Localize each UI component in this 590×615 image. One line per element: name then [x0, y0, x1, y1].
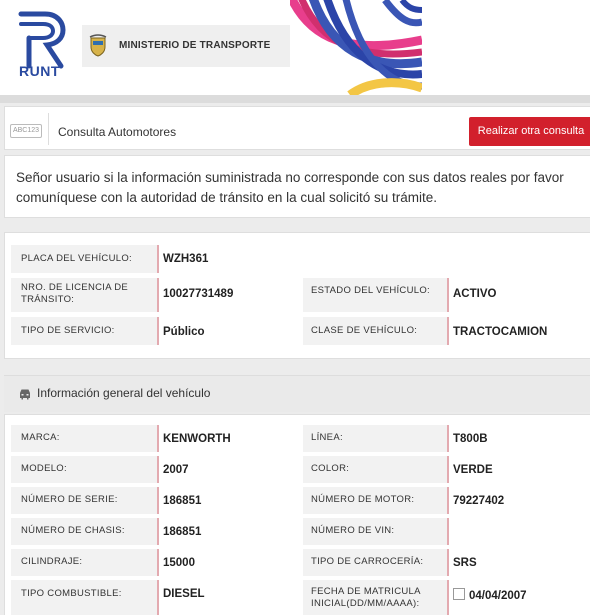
details-row-brand [11, 425, 590, 452]
ministry-name: MINISTERIO DE TRANSPORTE [119, 40, 271, 51]
status-value: ACTIVO [453, 288, 497, 300]
displacement-label: CILINDRAJE: [21, 556, 83, 567]
plate-value: WZH361 [163, 253, 209, 265]
site-header [0, 0, 590, 95]
serial-value: 186851 [163, 495, 202, 507]
vehicle-details-panel [4, 414, 590, 615]
section-title: Información general del vehículo [37, 386, 211, 400]
brand-value: KENWORTH [163, 433, 231, 445]
engine-number-value: 79227402 [453, 495, 505, 507]
details-row-model [11, 456, 590, 483]
chassis-label: NÚMERO DE CHASIS: [21, 525, 125, 536]
chassis-value: 186851 [163, 526, 202, 538]
notice-panel [4, 155, 590, 218]
calendar-icon [453, 588, 465, 600]
details-row-chassis [11, 518, 590, 545]
vehicle-summary-panel [4, 232, 590, 359]
registration-date-label: FECHA DE MATRICULA INICIAL(DD/MM/AAAA): [311, 586, 421, 609]
runt-logo-text: RUNT [19, 63, 60, 79]
line-value: T800B [453, 433, 488, 445]
fuel-type-label: TIPO COMBUSTIBLE: [21, 588, 122, 599]
color-label: COLOR: [311, 463, 350, 474]
registration-date [453, 588, 527, 602]
fuel-type-value: DIESEL [163, 588, 205, 600]
ministry-badge [82, 25, 292, 67]
header-divider [0, 95, 590, 103]
plate-label: PLACA DEL VEHÍCULO: [21, 253, 132, 264]
vehicle-info-section-header[interactable] [4, 375, 590, 412]
license-plate-icon: ABC123 [10, 124, 42, 138]
summary-row-plate [11, 245, 590, 273]
plate-value-cell [157, 245, 590, 273]
model-value: 2007 [163, 464, 189, 476]
service-type-label: TIPO DE SERVICIO: [21, 325, 115, 336]
details-row-serial [11, 487, 590, 514]
body-type-label: TIPO DE CARROCERÍA: [311, 556, 424, 567]
registration-date-value: 04/04/2007 [469, 590, 527, 602]
vin-value-cell [447, 518, 590, 545]
vin-label: NÚMERO DE VIN: [311, 525, 395, 536]
page-title: Consulta Automotores [58, 125, 177, 139]
line-label: LÍNEA: [311, 432, 343, 443]
body-type-value: SRS [453, 557, 477, 569]
displacement-value: 15000 [163, 557, 195, 569]
new-query-button[interactable]: Realizar otra consulta [469, 117, 590, 146]
color-value: VERDE [453, 464, 493, 476]
vehicle-class-value: TRACTOCAMION [453, 326, 548, 338]
details-row-fuel [11, 580, 590, 615]
service-type-value: Público [163, 326, 205, 338]
engine-number-label: NÚMERO DE MOTOR: [311, 494, 415, 505]
serial-label: NÚMERO DE SERIE: [21, 494, 118, 505]
notice-text: Señor usuario si la información suministrada no corresponde con sus datos reales por favor comuníquese con la autoridad de tránsito en la cual solicitó su trámite. [16, 170, 564, 205]
coat-of-arms-icon [88, 34, 108, 58]
details-row-displacement [11, 549, 590, 576]
summary-row-license [11, 278, 590, 312]
query-toolbar [4, 106, 590, 150]
vehicle-class-label: CLASE DE VEHÍCULO: [311, 325, 418, 336]
license-label: NRO. DE LICENCIA DE TRÁNSITO: [21, 282, 129, 305]
license-value: 10027731489 [163, 288, 234, 300]
car-icon [18, 388, 32, 400]
colombia-flag-banner [290, 0, 422, 95]
brand-label: MARCA: [21, 432, 60, 443]
status-label: ESTADO DEL VEHÍCULO: [311, 285, 430, 296]
toolbar-divider [48, 113, 49, 145]
model-label: MODELO: [21, 463, 67, 474]
summary-row-service [11, 317, 590, 345]
